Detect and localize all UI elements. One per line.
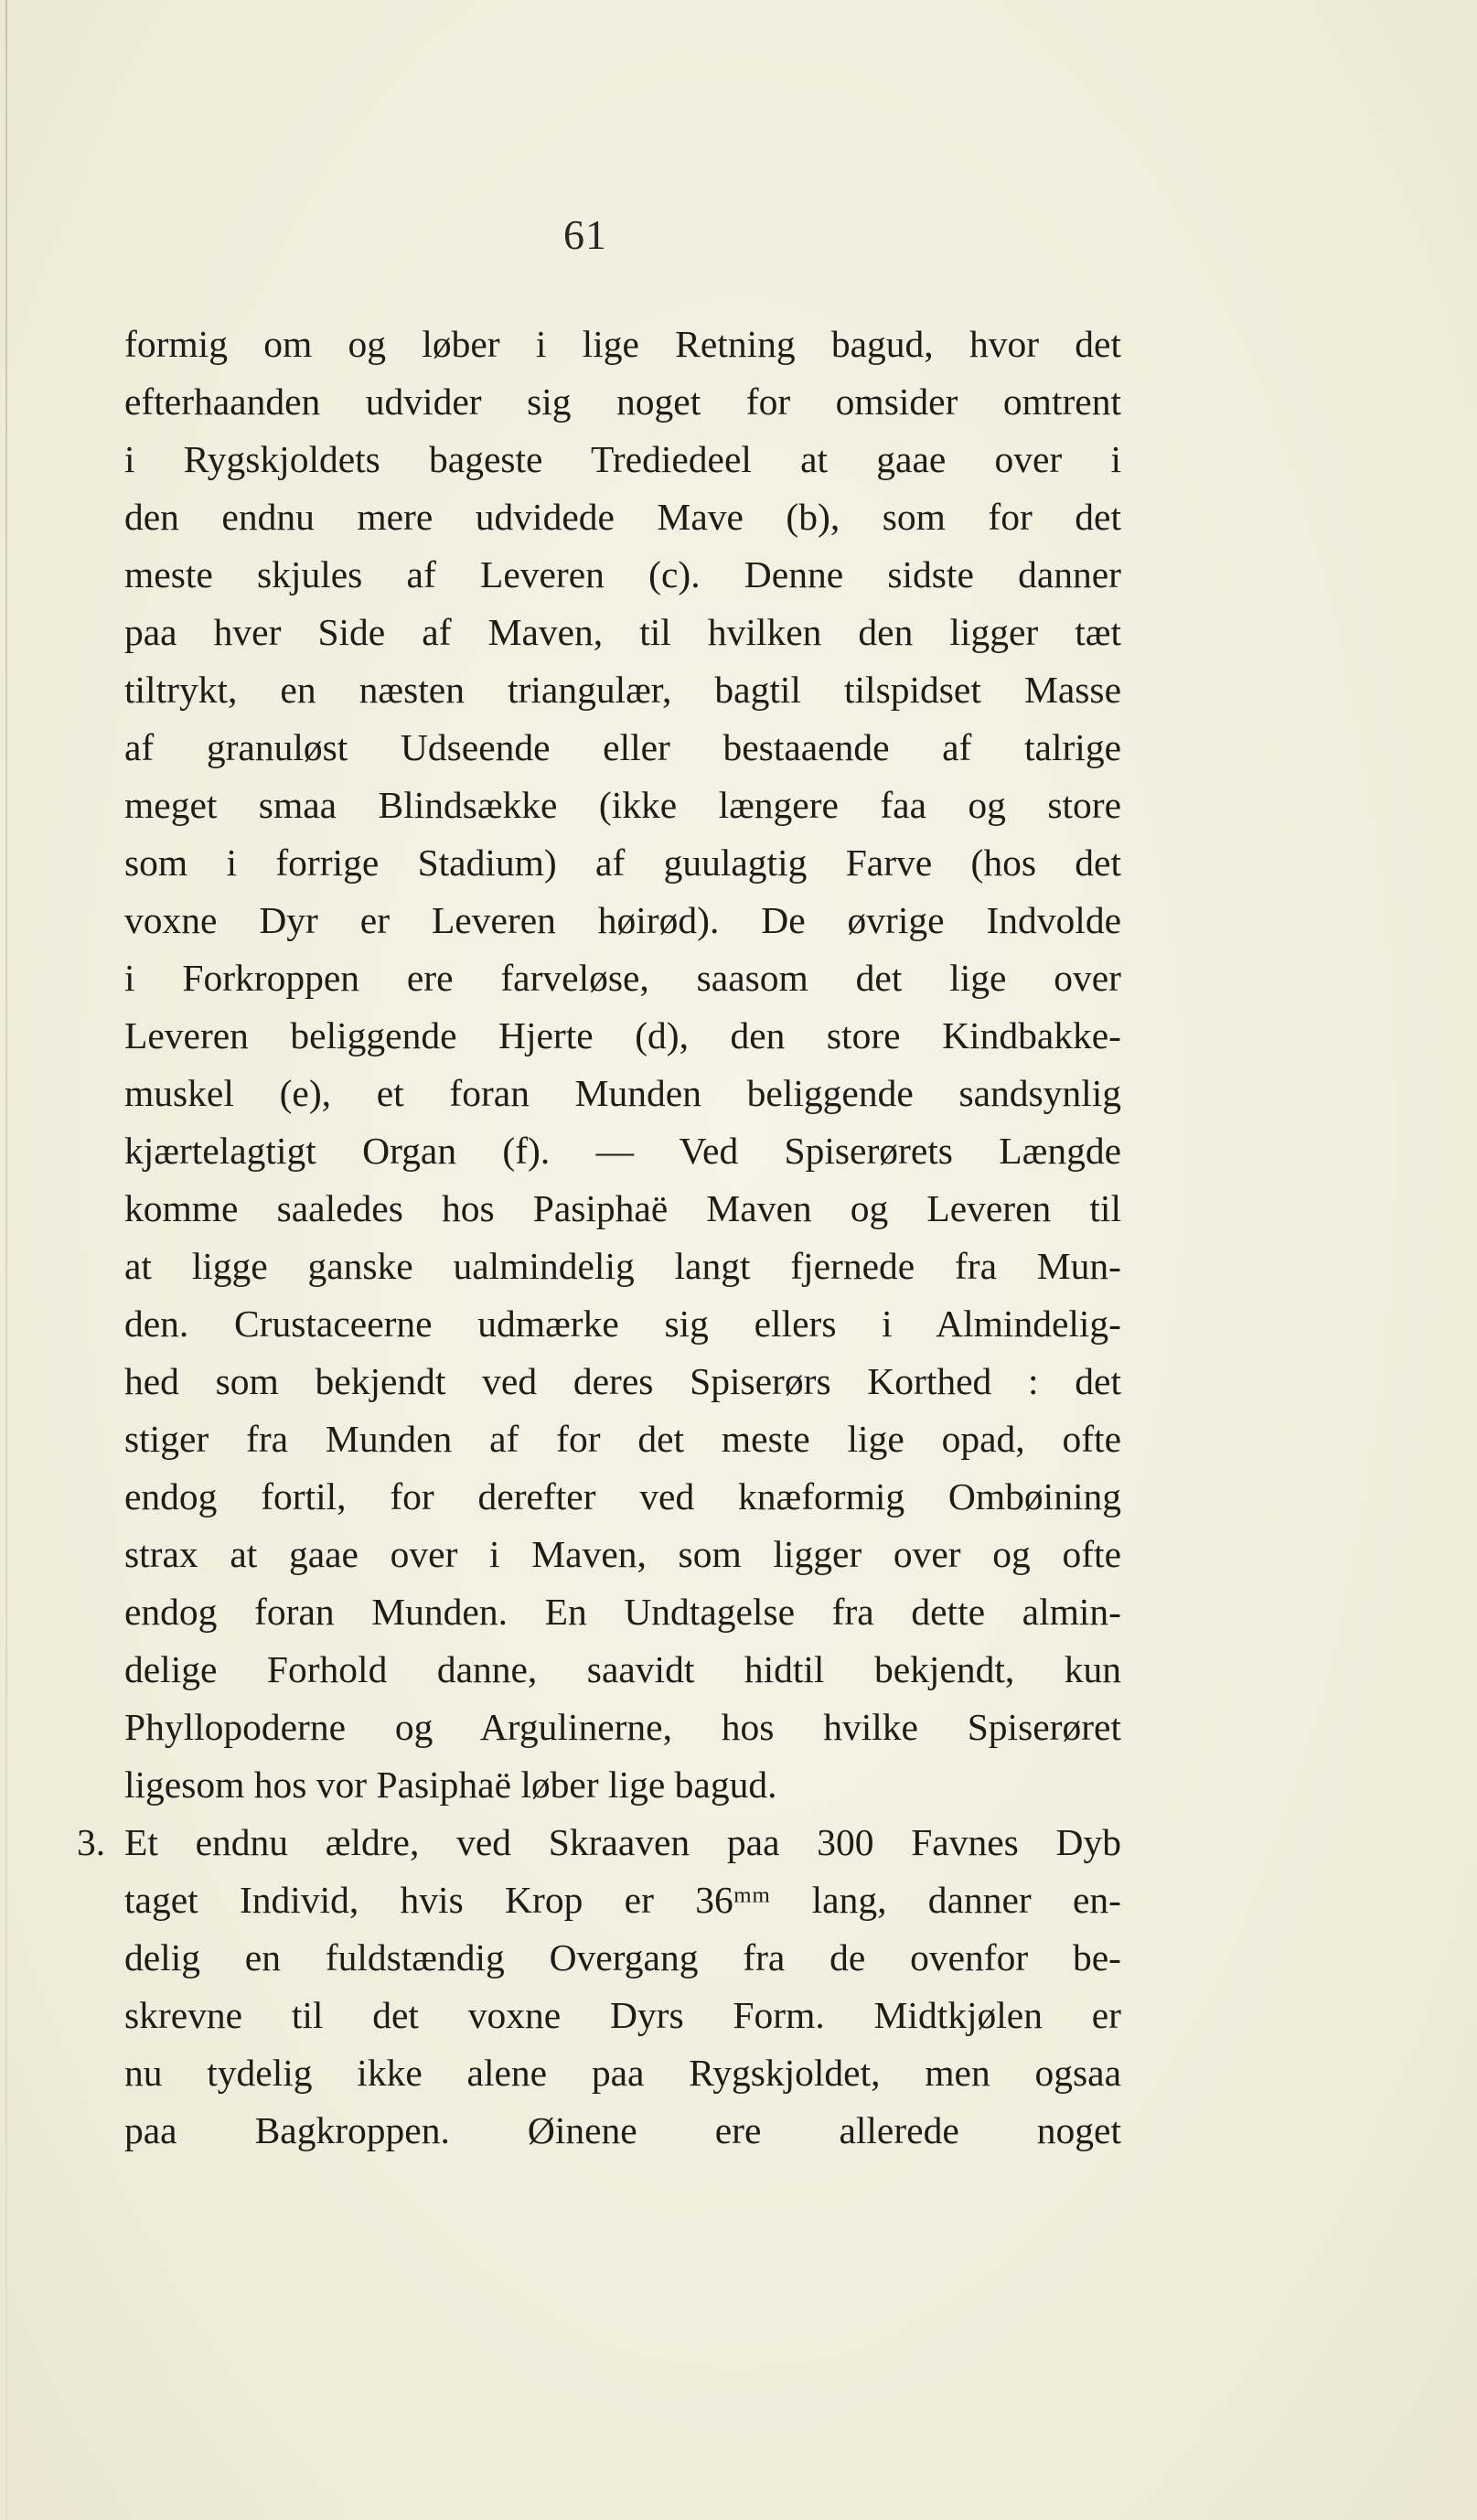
text-line: efterhaanden udvider sig noget for omsider omtrent bbox=[124, 381, 1121, 423]
text-line: i Forkroppen ere farveløse, saasom det lige over bbox=[124, 957, 1121, 999]
text-line: den endnu mere udvidede Mave (b), som for det bbox=[124, 496, 1121, 538]
text-line: Leveren beliggende Hjerte (d), den store Kindbakke- bbox=[124, 1014, 1121, 1056]
item-3-line bbox=[77, 1814, 1121, 1871]
text-line: Phyllopoderne og Argulinerne, hos hvilke Spiserøret bbox=[124, 1706, 1121, 1748]
text-line: endog foran Munden. En Undtagelse fra dette almin- bbox=[124, 1591, 1121, 1633]
item-number: 3. bbox=[77, 1821, 106, 1863]
text-line: at ligge ganske ualmindelig langt fjernede fra Mun- bbox=[124, 1245, 1121, 1287]
text-line: meste skjules af Leveren (c). Denne sidste danner bbox=[124, 553, 1121, 595]
text-line: komme saaledes hos Pasiphaë Maven og Leveren til bbox=[124, 1187, 1121, 1229]
text-line: kjærtelagtigt Organ (f). — Ved Spiserørets Længde bbox=[124, 1130, 1121, 1172]
text-line: som i forrige Stadium) af guulagtig Farve (hos det bbox=[124, 842, 1121, 884]
text-line: voxne Dyr er Leveren høirød). De øvrige Indvolde bbox=[124, 899, 1121, 941]
text-line: paa hver Side af Maven, til hvilken den ligger tæt bbox=[124, 611, 1121, 653]
text-line: delige Forhold danne, saavidt hidtil bekjendt, kun bbox=[124, 1648, 1121, 1690]
text-line: hed som bekjendt ved deres Spiserørs Korthed : det bbox=[124, 1360, 1121, 1402]
binding-edge bbox=[5, 0, 7, 2520]
text-line: muskel (e), et foran Munden beliggende sandsynlig bbox=[124, 1072, 1121, 1114]
item-3-text: Et endnu ældre, ved Skraaven paa 300 Favnes Dyb bbox=[124, 1821, 1121, 1863]
text-line: strax at gaae over i Maven, som ligger over og ofte bbox=[124, 1533, 1121, 1575]
text-line: formig om og løber i lige Retning bagud, hvor det bbox=[124, 323, 1121, 365]
text-line: delig en fuldstændig Overgang fra de ovenfor be- bbox=[124, 1936, 1121, 1978]
text-line: af granuløst Udseende eller bestaaende af talrige bbox=[124, 726, 1121, 768]
text-line: tiltrykt, en næsten triangulær, bagtil tilspidset Masse bbox=[124, 669, 1121, 711]
text-line: endog fortil, for derefter ved knæformig Ombøining bbox=[124, 1475, 1121, 1517]
body-text bbox=[77, 316, 1121, 2160]
text-line: meget smaa Blindsække (ikke længere faa og store bbox=[124, 784, 1121, 826]
text-line: i Rygskjoldets bageste Trediedeel at gaae over i bbox=[124, 438, 1121, 480]
text-line: paa Bagkroppen. Øinene ere allerede noget bbox=[124, 2109, 1121, 2151]
paragraph-end-line: ligesom hos vor Pasiphaë løber lige bagud. bbox=[124, 1764, 777, 1806]
text-line: nu tydelig ikke alene paa Rygskjoldet, men ogsaa bbox=[124, 2052, 1121, 2094]
text-line: stiger fra Munden af for det meste lige opad, ofte bbox=[124, 1418, 1121, 1460]
text-line: taget Individ, hvis Krop er 36ᵐᵐ lang, danner en- bbox=[124, 1879, 1121, 1921]
text-line: skrevne til det voxne Dyrs Form. Midtkjølen er bbox=[124, 1994, 1121, 2036]
page-number: 61 bbox=[563, 211, 607, 258]
text-line: den. Crustaceerne udmærke sig ellers i Almindelig- bbox=[124, 1303, 1121, 1345]
